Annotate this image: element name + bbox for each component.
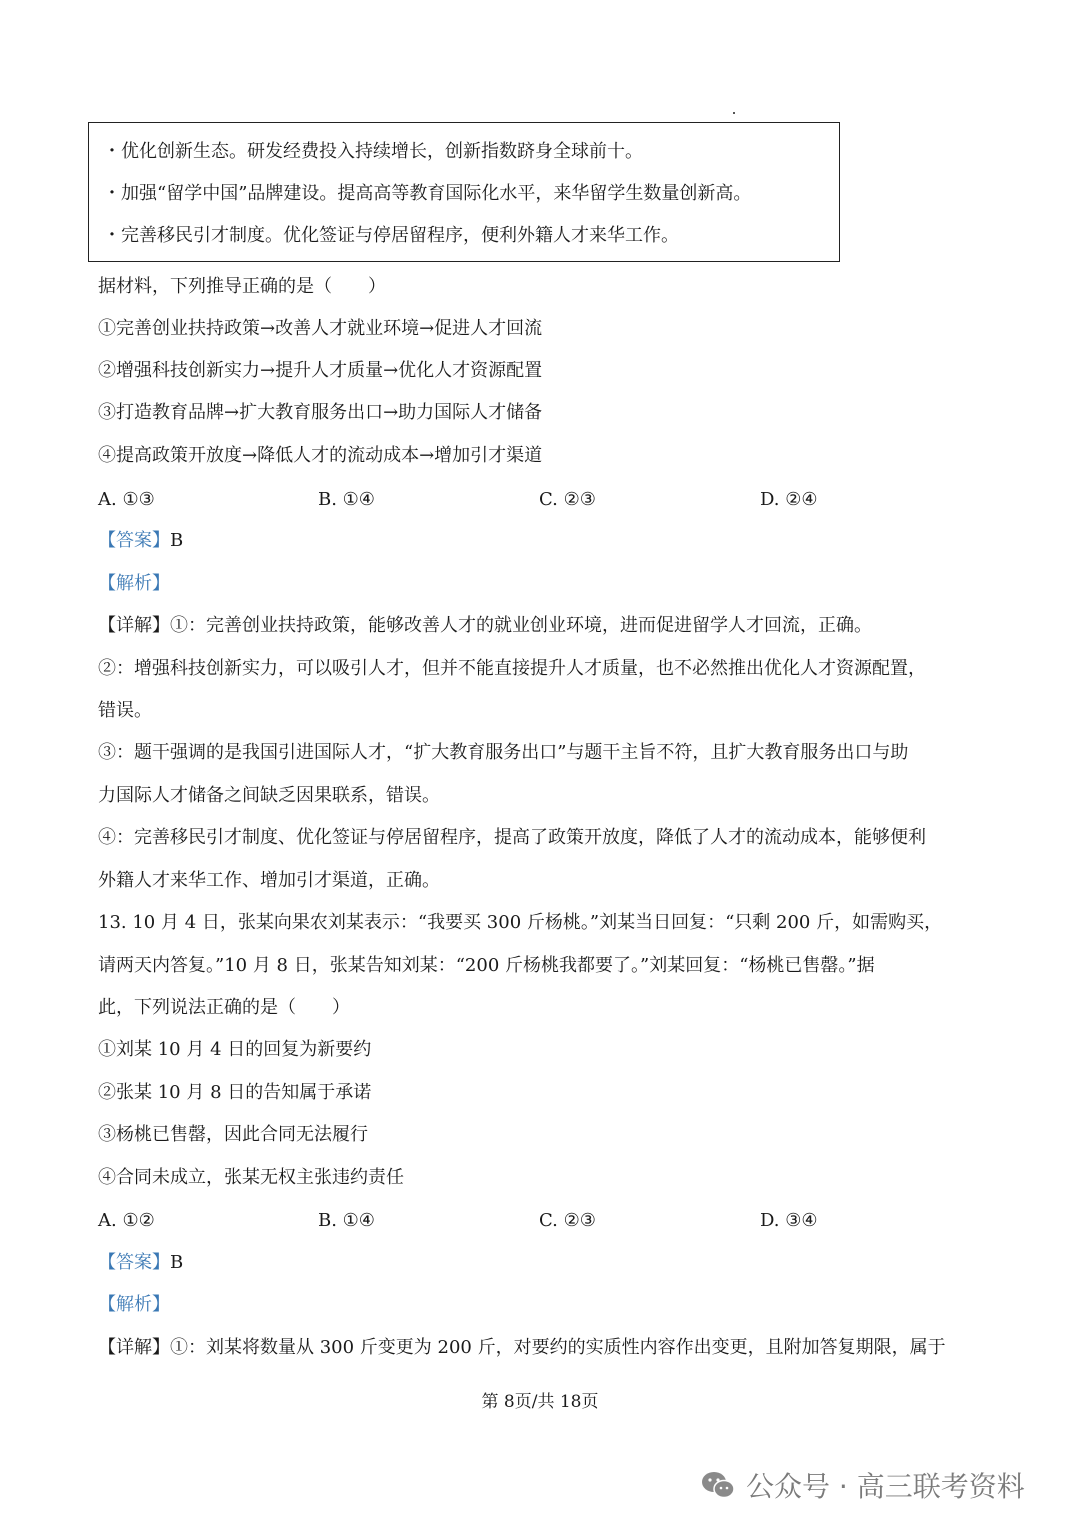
answer-value: B (170, 1252, 184, 1273)
detail-line: 力国际人才储备之间缺乏因果联系，错误。 (98, 785, 440, 806)
watermark (700, 1465, 1025, 1505)
answer-line (98, 1251, 183, 1275)
answer-tag: 【答案】 (98, 530, 170, 551)
statement: ③杨桃已售罄，因此合同无法履行 (98, 1124, 368, 1145)
question-stem: 此，下列说法正确的是（ ） (98, 997, 350, 1018)
detail-line (98, 614, 872, 638)
option-b: B. ①④ (318, 489, 375, 510)
detail-line (98, 1336, 946, 1360)
scan-dot (733, 112, 735, 114)
detail-line: ②：增强科技创新实力，可以吸引人才，但并不能直接提升人才质量，也不必然推出优化人才资源配置， (98, 658, 926, 679)
detail-line: ③：题干强调的是我国引进国际人才，“扩大教育服务出口”与题干主旨不符，且扩大教育服务出口与助 (98, 742, 909, 763)
answer-line (98, 529, 183, 553)
answer-value: B (170, 530, 184, 551)
question-stem: 据材料，下列推导正确的是（ ） (98, 276, 386, 297)
page-number: 第 8页/共 18页 (481, 1392, 599, 1412)
option-d: D. ②④ (760, 489, 818, 510)
statement: ④合同未成立，张某无权主张违约责任 (98, 1167, 404, 1188)
question-stem: 请两天内答复。”10 月 8 日，张某告知刘某：“200 斤杨桃我都要了。”刘某回复：“杨桃已售罄。”据 (98, 955, 875, 976)
detail-line: 外籍人才来华工作、增加引才渠道，正确。 (98, 870, 440, 891)
option-b: B. ①④ (318, 1210, 375, 1231)
detail-line: 错误。 (98, 700, 152, 721)
material-box (88, 122, 840, 262)
detail-line: ④：完善移民引才制度、优化签证与停居留程序，提高了政策开放度，降低了人才的流动成本，能够便利 (98, 827, 926, 848)
detail-text: ①：刘某将数量从 300 斤变更为 200 斤，对要约的实质性内容作出变更，且附加答复期限，属于 (170, 1337, 946, 1358)
material-item: ・优化创新生态。研发经费投入持续增长，创新指数跻身全球前十。 (103, 141, 643, 162)
question-stem: 13. 10 月 4 日，张某向果农刘某表示：“我要买 300 斤杨桃。”刘某当日回复：“只剩 200 斤，如需购买， (98, 912, 943, 933)
statement: ①完善创业扶持政策→改善人才就业环境→促进人才回流 (98, 318, 543, 339)
material-item: ・完善移民引才制度。优化签证与停居留程序，便利外籍人才来华工作。 (103, 225, 679, 246)
statement: ③打造教育品牌→扩大教育服务出口→助力国际人才储备 (98, 402, 543, 423)
material-item: ・加强“留学中国”品牌建设。提高高等教育国际化水平，来华留学生数量创新高。 (103, 183, 752, 204)
analysis-line (98, 1293, 170, 1317)
statement: ②张某 10 月 8 日的告知属于承诺 (98, 1082, 372, 1103)
detail-tag: 【详解】 (98, 1337, 170, 1358)
option-a: A. ①② (98, 1210, 155, 1231)
statement: ②增强科技创新实力→提升人才质量→优化人才资源配置 (98, 360, 543, 381)
watermark-text: 公众号 · 高三联考资料 (746, 1470, 1025, 1503)
detail-tag: 【详解】 (98, 615, 170, 636)
option-d: D. ③④ (760, 1210, 818, 1231)
option-a: A. ①③ (98, 489, 155, 510)
statement: ①刘某 10 月 4 日的回复为新要约 (98, 1039, 372, 1060)
option-c: C. ②③ (539, 489, 596, 510)
analysis-tag: 【解析】 (98, 573, 170, 594)
option-c: C. ②③ (539, 1210, 596, 1231)
wechat-icon (700, 1470, 736, 1500)
analysis-tag: 【解析】 (98, 1294, 170, 1315)
answer-tag: 【答案】 (98, 1252, 170, 1273)
analysis-line (98, 572, 170, 596)
statement: ④提高政策开放度→降低人才的流动成本→增加引才渠道 (98, 445, 543, 466)
detail-text: ①：完善创业扶持政策，能够改善人才的就业创业环境，进而促进留学人才回流，正确。 (170, 615, 872, 636)
